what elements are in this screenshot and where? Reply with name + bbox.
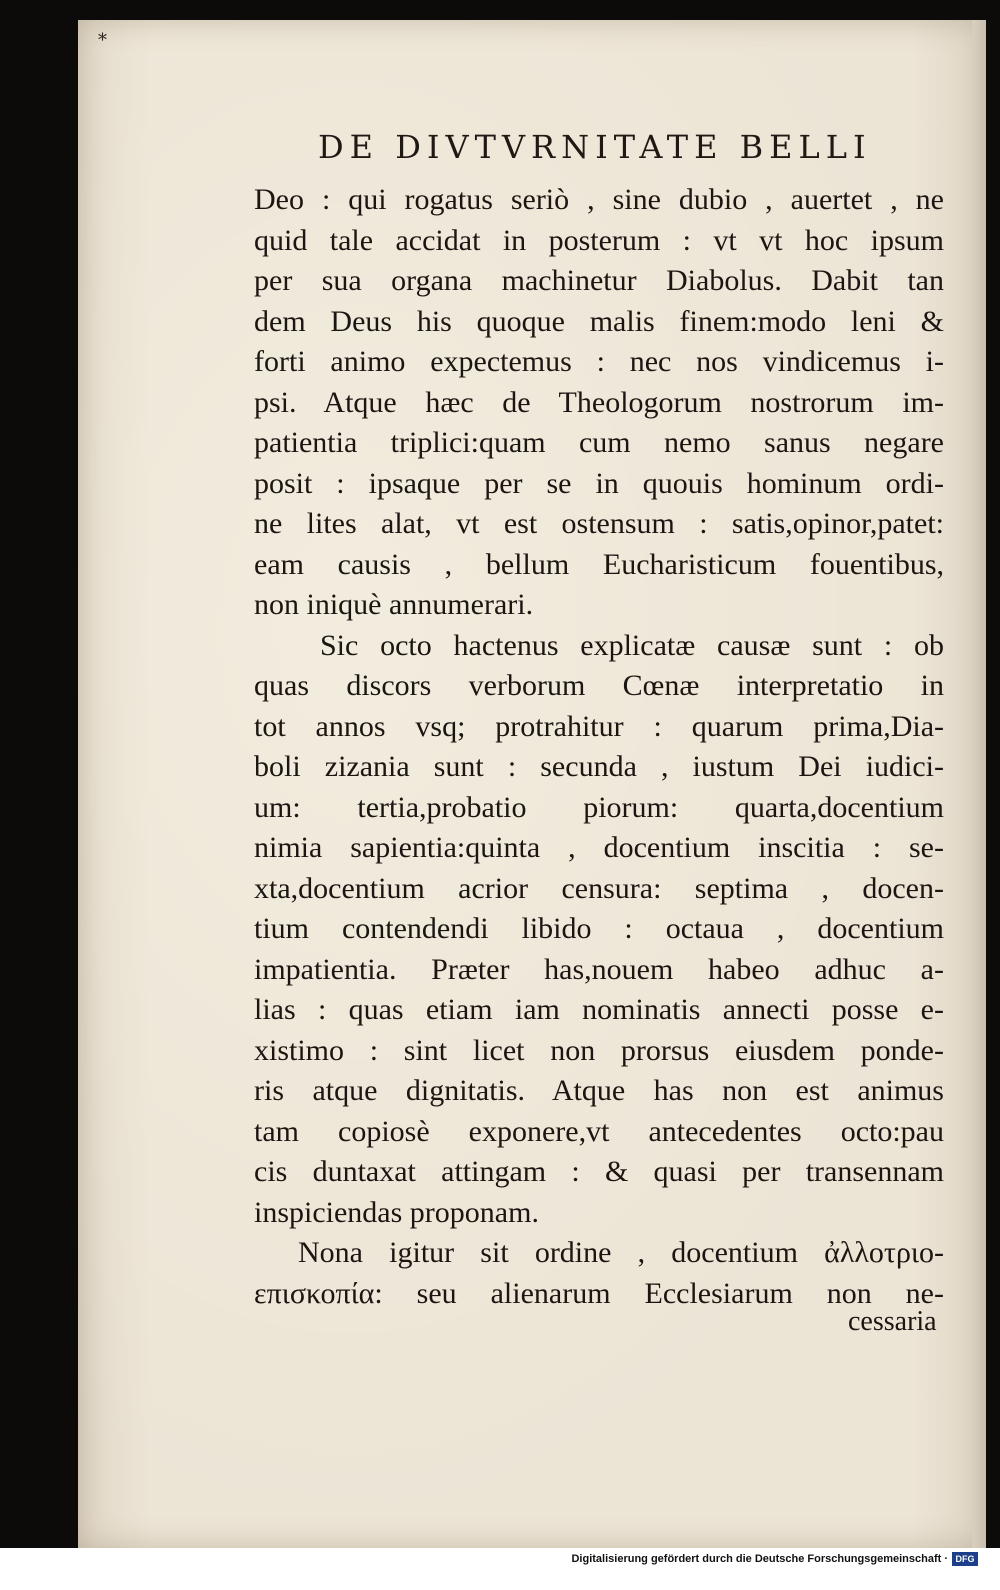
text-line: nimia sapientia:quinta , docentium inscitia : se- <box>254 831 944 864</box>
body-text <box>254 180 944 1314</box>
text-line: Sic octo hactenus explicatæ causæ sunt : ob <box>320 628 944 662</box>
text-line: forti animo expectemus : nec nos vindicemus i- <box>254 345 944 378</box>
text-line: psi. Atque hæc de Theologorum nostrorum im- <box>254 385 944 419</box>
text-line: xistimo : sint licet non prorsus eiusdem ponde- <box>254 1033 944 1067</box>
catchword: cessaria <box>848 1306 937 1337</box>
text-line: xta,docentium acrior censura: septima , docen- <box>254 871 944 905</box>
text-line: quid tale accidat in posterum : vt vt hoc ipsum <box>254 223 944 257</box>
text-line: inspiciendas proponam. <box>254 1195 539 1229</box>
text-line: cis duntaxat attingam : & quasi per transennam <box>254 1155 944 1188</box>
page-edge <box>972 20 986 1548</box>
text-line: Deo : qui rogatus seriò , sine dubio , auertet , ne <box>254 183 944 216</box>
text-line: tium contendendi libido : octaua , docentium <box>254 912 944 945</box>
text-line: non iniquè annumerari. <box>254 588 534 621</box>
text-line: per sua organa machinetur Diabolus. Dabit tan <box>254 264 944 297</box>
text-line: Nona igitur sit ordine , docentium ἀλλοτριο- <box>298 1236 944 1269</box>
text-line: patientia triplici:quam cum nemo sanus negare <box>254 426 944 459</box>
text-line: tot annos vsq; protrahitur : quarum prima,Dia- <box>254 709 944 743</box>
text-line: ris atque dignitatis. Atque has non est animus <box>254 1074 944 1107</box>
running-head: DE DIVTVRNITATE BELLI <box>318 128 872 166</box>
text-line: boli zizania sunt : secunda , iustum Dei iudici- <box>254 750 944 783</box>
text-line: um: tertia,probatio piorum: quarta,docentium <box>254 790 944 824</box>
text-line: quas discors verborum Cœnæ interpretatio in <box>254 669 944 702</box>
text-line: ne lites alat, vt est ostensum : satis,opinor,patet: <box>254 507 944 540</box>
footer-credit: Digitalisierung gefördert durch die Deutsche Forschungsgemeinschaft · <box>571 1553 948 1565</box>
text-line: tam copiosè exponere,vt antecedentes octo:pau <box>254 1114 944 1148</box>
text-line: lias : quas etiam iam nominatis annecti posse e- <box>254 993 944 1026</box>
text-line: posit : ipsaque per se in quouis hominum ordi- <box>254 466 944 500</box>
text-line: dem Deus his quoque malis finem:modo leni & <box>254 304 944 338</box>
corner-mark: * <box>98 30 107 51</box>
dfg-logo: DFG <box>952 1552 978 1566</box>
text-line: επισκοπία: seu alienarum Ecclesiarum non ne- <box>254 1276 944 1310</box>
text-line: impatientia. Præter has,nouem habeo adhuc a- <box>254 952 944 986</box>
text-line: eam causis , bellum Eucharisticum fouentibus, <box>254 547 944 581</box>
